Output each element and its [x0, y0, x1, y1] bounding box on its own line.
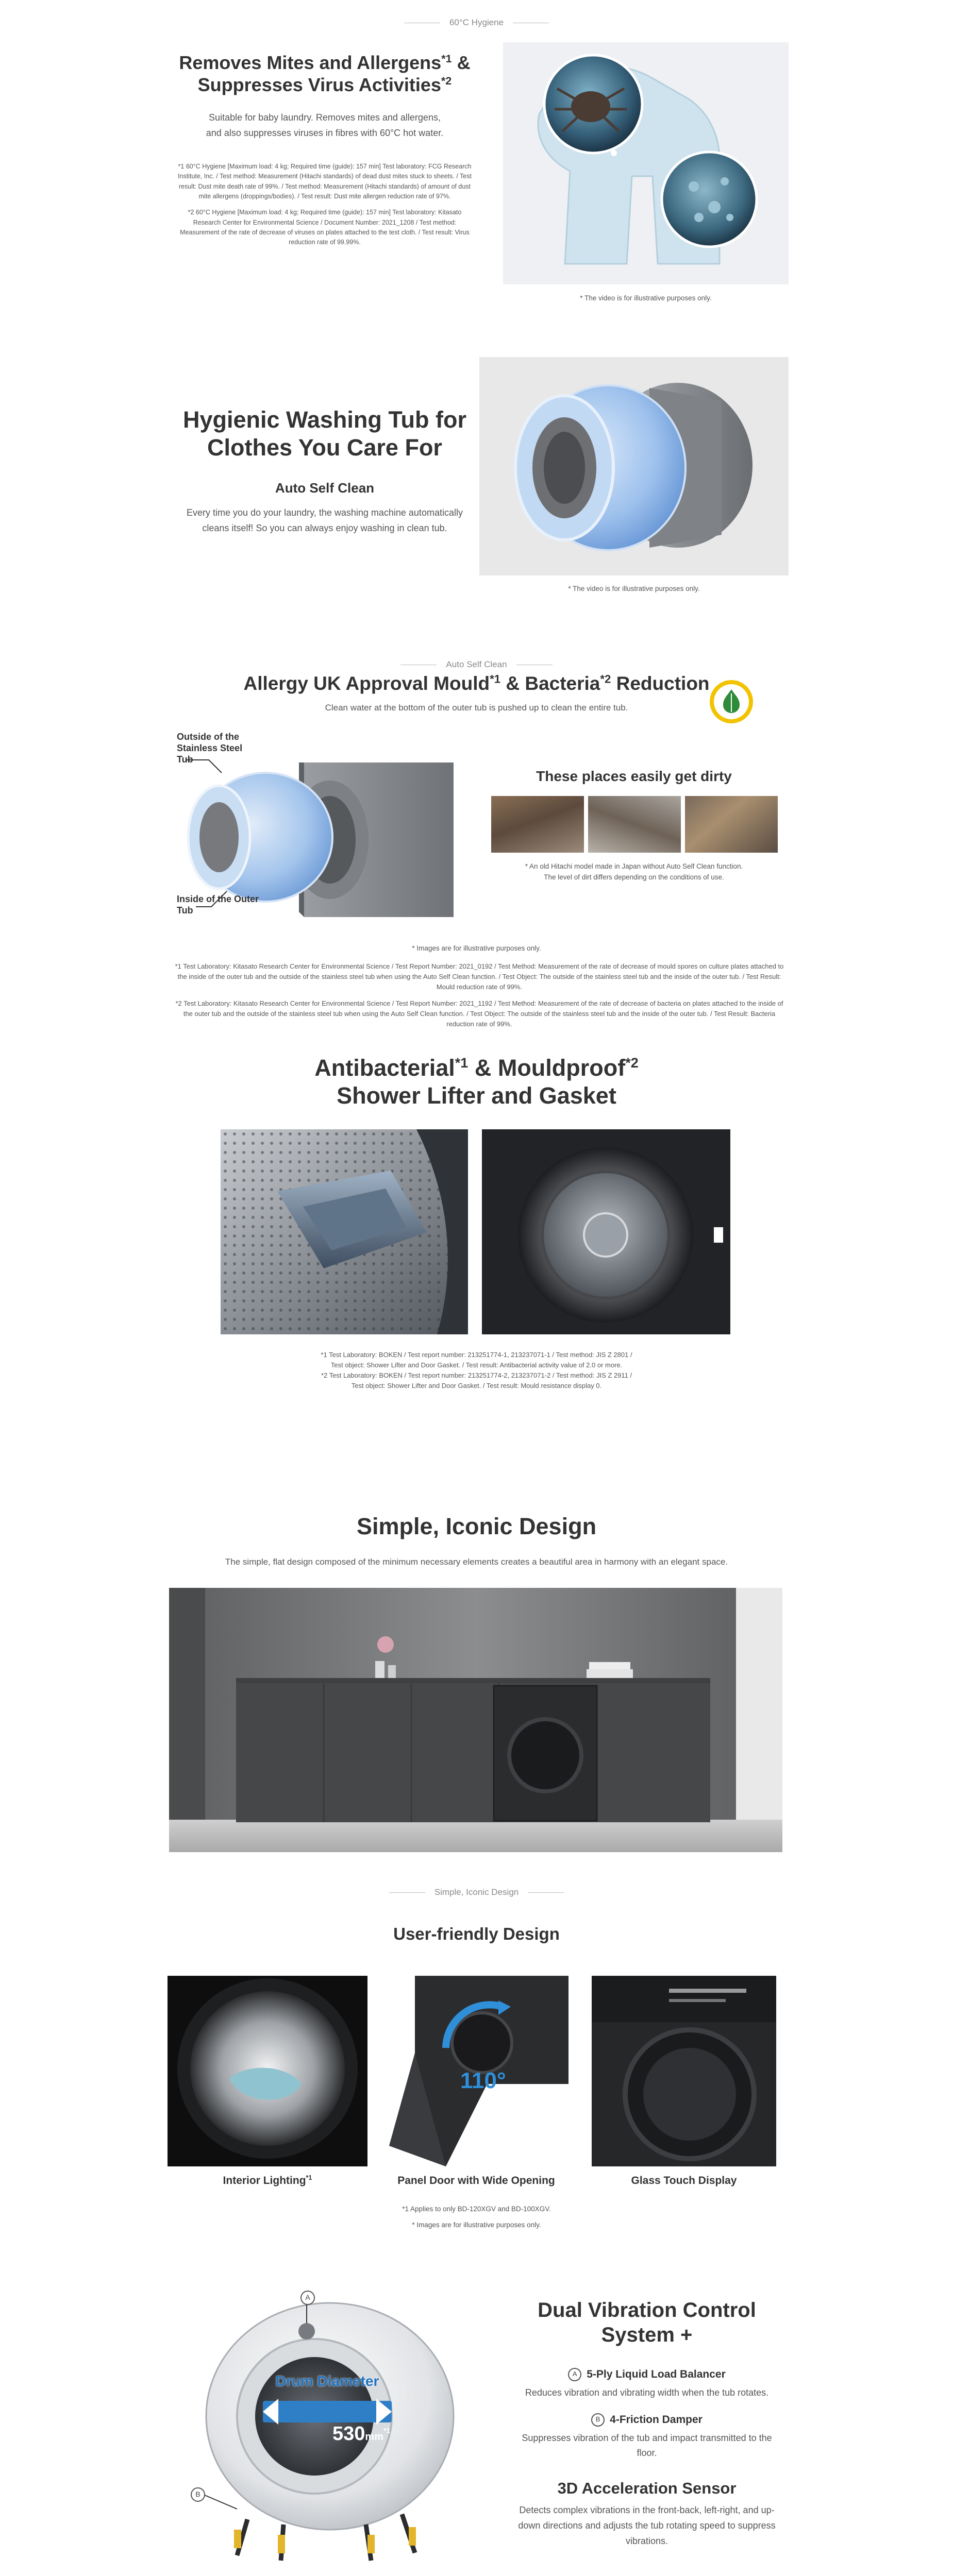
washing-tub-illustration	[479, 357, 789, 575]
auto-clean-footnote-2: *2 Test Laboratory: Kitasato Research Center for Environmental Science / Test Report Number: 2021_1192 / Test Method: Measurement of the rate of decrease of bacteria on plates attached to the inside of the outer tub and the outside of the stainless steel tub when using the Auto Self Clean function. / Test Object: The outside of the stainless steel tub and the inside of the outer tub. / Test Result: Bacteria reduction rate of 99%.	[175, 999, 783, 1028]
design-description: The simple, flat design composed of the minimum necessary elements creates a beautiful area in harmony with an elegant space.	[225, 1557, 728, 1567]
auto-clean-subtitle: Clean water at the bottom of the outer tub is pushed up to clean the entire tub.	[325, 703, 628, 713]
feature-label: Panel Door with Wide Opening	[397, 2175, 555, 2187]
userfriendly-footnote-1: *1 Applies to only BD-120XGV and BD-100XGV.	[402, 2205, 551, 2213]
title-part: Hygienic Washing Tub for	[183, 406, 466, 433]
userfriendly-footnote-2: * Images are for illustrative purposes only.	[412, 2221, 541, 2229]
title-part: & Bacteria	[500, 673, 600, 694]
feature-label: Interior Lighting	[223, 2175, 306, 2187]
drum-diameter-value	[332, 2422, 390, 2446]
baby-clothes-mite-illustration	[503, 42, 789, 284]
vibration-text-block	[497, 2298, 796, 2549]
dirty-note-line: The level of dirt differs depending on the conditions of use.	[544, 873, 724, 881]
hygiene-text-block	[160, 52, 490, 248]
feature-panel-door	[384, 2174, 569, 2187]
feature-a-title: 5-Ply Liquid Load Balancer	[587, 2368, 726, 2381]
auto-clean-title	[0, 672, 953, 695]
dirty-places-photos	[491, 796, 778, 853]
auto-clean-label-text: Auto Self Clean	[446, 659, 507, 669]
feature-b-heading	[497, 2413, 796, 2427]
dirty-places-title: These places easily get dirty	[536, 768, 732, 784]
divider	[389, 1892, 425, 1893]
hygiene-label-text: 60°C Hygiene	[449, 18, 504, 27]
auto-clean-section-label	[0, 659, 953, 670]
dirty-places-note	[490, 861, 778, 883]
feature-interior-lighting	[168, 2174, 367, 2187]
footnote-marker: *1	[441, 52, 452, 65]
hygiene-video-caption: * The video is for illustrative purposes only.	[580, 294, 712, 302]
userfriendly-label-text: Simple, Iconic Design	[434, 1887, 519, 1897]
title-part: System +	[601, 2324, 693, 2346]
marker-a-badge: A	[568, 2368, 581, 2381]
footnote-marker: *1	[306, 2174, 312, 2181]
vibration-title	[497, 2298, 796, 2347]
footnote-marker: *1	[455, 1055, 469, 1071]
feature-b-description: Suppresses vibration of the tub and impact transmitted to the floor.	[522, 2432, 772, 2459]
tub-description: Every time you do your laundry, the washing machine automatically cleans itself! So you can always enjoy washing in clean tub.	[187, 507, 463, 533]
title-part: Dual Vibration Control	[538, 2299, 756, 2321]
dirty-note-line: * An old Hitachi model made in Japan without Auto Self Clean function.	[525, 862, 743, 870]
tub-title	[165, 406, 484, 462]
title-part: Shower Lifter and Gasket	[337, 1082, 616, 1109]
hygiene-title	[160, 52, 490, 96]
tub-subtitle: Auto Self Clean	[275, 480, 375, 496]
antibacterial-note-line: *1 Test Laboratory: BOKEN / Test report number: 213251774-1, 213237071-1 / Test method: JIS Z 2801 /	[321, 1351, 632, 1359]
callout-outside-stainless-tub: Outside of the Stainless Steel Tub	[177, 732, 243, 765]
drum-value: 530	[332, 2423, 365, 2445]
auto-clean-images-note: * Images are for illustrative purposes only.	[412, 944, 541, 952]
antibacterial-title	[0, 1054, 953, 1110]
hygiene-footnote-2: *2 60°C Hygiene [Maximum load: 4 kg; Required time (guide): 157 min] Test laboratory: Kitasato Research Center for Environmental Science / Document Number: 2021_1208 / Test method: Measurement of the rate of decrease of viruses on plates attached to the test cloth. / Test result: Virus reduction rate of 99.99%.	[180, 209, 470, 246]
footnote-marker: *2	[625, 1055, 639, 1071]
callout-inside-outer-tub: Inside of the Outer Tub	[177, 894, 259, 916]
title-part: Clothes You Care For	[207, 434, 442, 461]
glass-display-photo	[592, 1976, 776, 2166]
door-gasket-photo	[482, 1129, 730, 1334]
marker-a-badge: A	[300, 2291, 315, 2305]
userfriendly-title: User-friendly Design	[393, 1924, 560, 1943]
title-part: Removes Mites and Allergens	[179, 52, 442, 73]
feature-a-heading	[497, 2368, 796, 2381]
footnote-marker: *1	[383, 2426, 391, 2435]
antibacterial-note-line: Test object: Shower Lifter and Door Gasket. / Test result: Antibacterial activity value of 2.0 or more.	[330, 1361, 623, 1369]
allergy-uk-seal-icon	[709, 679, 754, 724]
footnote-marker: *1	[490, 672, 501, 686]
title-part: Reduction	[611, 673, 710, 694]
feature-label: Glass Touch Display	[631, 2175, 737, 2187]
title-part: &	[452, 52, 471, 73]
tub-video[interactable]	[479, 357, 789, 575]
antibacterial-note-line: *2 Test Laboratory: BOKEN / Test report number: 213251774-2, 213237071-2 / Test method: JIS Z 2911 /	[321, 1371, 632, 1380]
hygiene-description: Suitable for baby laundry. Removes mites and allergens, and also suppresses viruses in fibres with 60°C hot water.	[206, 112, 444, 139]
panel-door-photo	[384, 1976, 569, 2166]
antibacterial-note-line: Test object: Shower Lifter and Door Gasket. / Test result: Mould resistance display 0.	[351, 1382, 602, 1390]
dirty-photo-2	[588, 796, 681, 853]
title-part: Allergy UK Approval Mould	[243, 673, 490, 694]
hygiene-video[interactable]	[503, 42, 789, 284]
title-part: Antibacterial	[314, 1055, 455, 1081]
door-angle-label: 110°	[460, 2068, 506, 2093]
userfriendly-section-label	[0, 1887, 953, 1897]
marker-b-badge: B	[191, 2487, 205, 2502]
design-title: Simple, Iconic Design	[356, 1513, 597, 1539]
dirty-photo-3	[685, 796, 778, 853]
accel-sensor-title: 3D Acceleration Sensor	[557, 2479, 737, 2498]
dirty-photo-1	[491, 796, 584, 853]
feature-b-title: 4-Friction Damper	[610, 2414, 703, 2426]
tub-text-block	[165, 406, 484, 536]
drum-unit: mm	[365, 2431, 383, 2443]
kitchen-interior-photo	[169, 1588, 782, 1852]
hygiene-section-label	[0, 18, 953, 28]
auto-clean-footnote-1: *1 Test Laboratory: Kitasato Research Center for Environmental Science / Test Report Number: 2021_0192 / Test Method: Measurement of the rate of decrease of mould spores on culture plates attached to the inside of the outer tub and the outside of the stainless steel tub when using the Auto Self Clean function. / Test Object: The outside of the stainless steel tub and the inside of the outer tub. / Test Result: Mould reduction rate of 99%.	[175, 962, 784, 991]
feature-glass-display	[592, 2174, 776, 2187]
hygiene-footnote-1: *1 60°C Hygiene [Maximum load: 4 kg; Required time (guide): 157 min] Test laboratory: FCG Research Institute, Inc. / Test method: Measurement (Hitachi standards) of dead dust mites stuck to sheets. / Test result: Dust mite death rate of 99%. / Test method: Measurement (Hitachi standards) of amount of dust mite allergens (droppings/bodies). / Test result: Dust mite allergen reduction rate of 97%.	[178, 162, 472, 200]
drum-vibration-diagram	[180, 2287, 469, 2576]
divider	[528, 1892, 564, 1893]
shower-lifter-photo	[221, 1129, 468, 1334]
marker-b-badge: B	[591, 2413, 605, 2427]
title-part: & Mouldproof	[468, 1055, 626, 1081]
drum-diameter-label: Drum Diameter	[275, 2373, 379, 2389]
interior-lighting-photo	[168, 1976, 367, 2166]
accel-sensor-description: Detects complex vibrations in the front-back, left-right, and up-down directions and adjusts the tub rotating speed to suppress vibrations.	[518, 2505, 776, 2546]
footnote-marker: *2	[441, 74, 452, 88]
footnote-marker: *2	[600, 672, 611, 686]
feature-a-description: Reduces vibration and vibrating width when the tub rotates.	[525, 2387, 769, 2398]
tub-video-caption: * The video is for illustrative purposes only.	[568, 585, 700, 592]
antibacterial-footnotes	[0, 1350, 953, 1392]
title-part: Suppresses Virus Activities	[197, 74, 441, 96]
